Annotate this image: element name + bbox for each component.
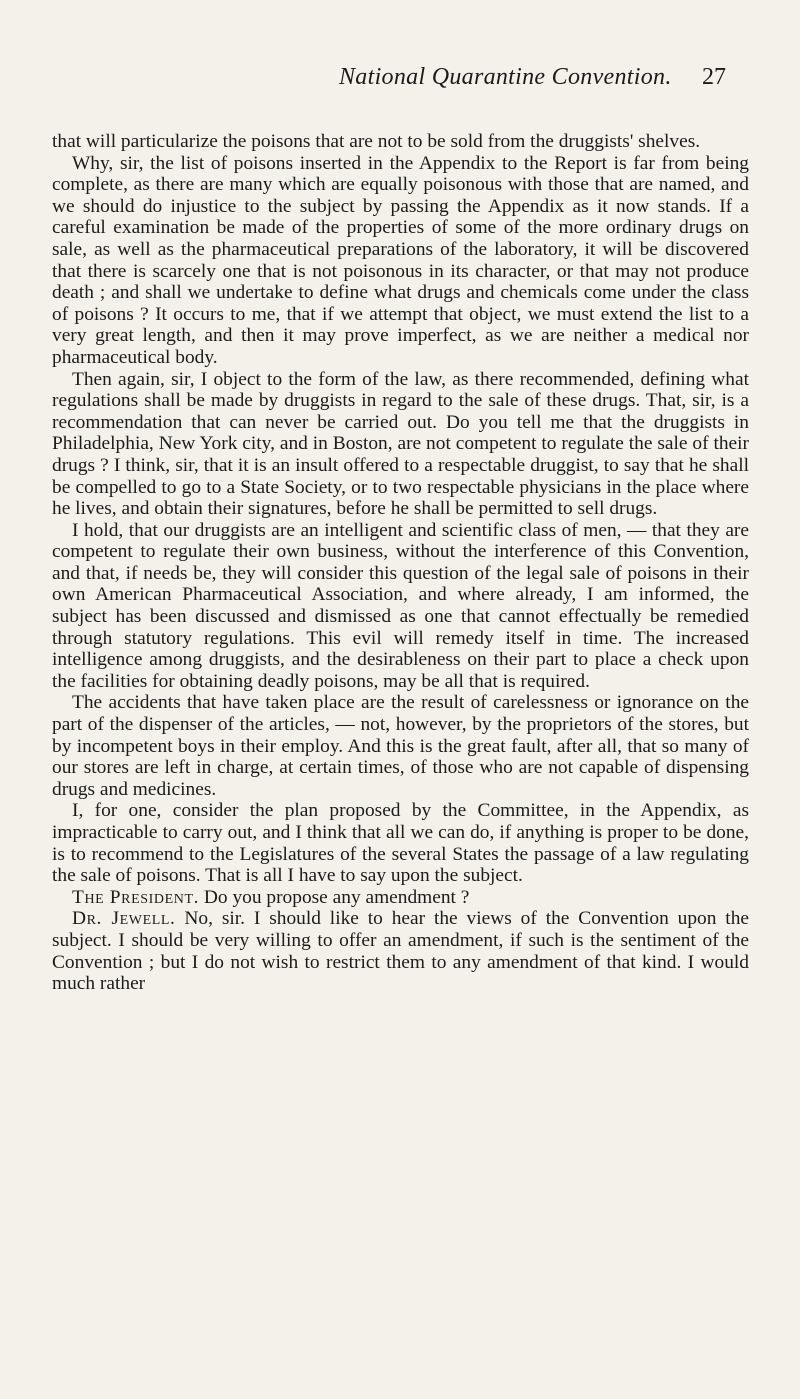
- running-title: National Quarantine Convention.: [339, 64, 672, 90]
- page-number: 27: [702, 64, 726, 90]
- speech-text: No, sir. I should like to hear the views of the Convention upon the subject. I should be very willing to offer an amendment, if such is the sentiment of the Convention ; but I do not wish to restrict them to any amendment of that kind. I would much rather: [52, 908, 749, 995]
- speaker-name: The President.: [72, 886, 200, 908]
- speaker-name: Dr. Jewell.: [72, 908, 176, 930]
- paragraph-continued: that will particularize the poisons that are not to be sold from the druggists' shelves.: [52, 131, 701, 152]
- paragraph: Then again, sir, I object to the form of the law, as there recommended, defining what regulations shall be made by druggists in regard to the sale of these drugs. That, sir, is a recommendation that can never be carried out. Do you tell me that the druggists in Philadelphia, New York city, and in Boston, are not competent to regulate the sale of their drugs ? I think, sir, that it is an insult offered to a respectable druggist, to say that he shall be compelled to go to a State Society, or to two respectable physicians in the place where he lives, and obtain their signatures, before he shall be permitted to sell drugs.: [52, 368, 749, 520]
- paragraph-dialogue: [52, 887, 749, 909]
- speech-text: Do you propose any amendment ?: [203, 886, 470, 908]
- paragraph: Why, sir, the list of poisons inserted in the Appendix to the Report is far from being complete, as there are many which are equally poisonous with those that are named, and we should do injustice to the subject by passing the Appendix as it now stands. If a careful examination be made of the properties of some of the more ordinary drugs on sale, as well as the pharmaceutical preparations of the laboratory, it will be discovered that there is scarcely one that is not poisonous in its character, or that may not produce death ; and shall we undertake to define what drugs and chemicals come under the class of poisons ? It occurs to me, that if we attempt that object, we must extend the list to a very great length, and then it may prove imperfect, as we are neither a medical nor pharmaceutical body.: [52, 152, 749, 368]
- paragraph-dialogue: [52, 908, 749, 994]
- body-text: [52, 131, 749, 995]
- paragraph: The accidents that have taken place are the result of carelessness or ignorance on the part of the dispenser of the articles, — not, however, by the proprietors of the stores, but by incompetent boys in their employ. And this is the great fault, after all, that so many of our stores are left in charge, at certain times, of those who are not capable of dispensing drugs and medicines.: [52, 692, 749, 800]
- paragraph: I hold, that our druggists are an intelligent and scientific class of men, — that they are competent to regulate their own business, without the interference of this Convention, and that, if needs be, they will consider this question of the legal sale of poisons in their own American Pharmaceutical Association, and where already, I am informed, the subject has been discussed and dismissed as one that cannot effectually be remedied through statutory regulations. This evil will remedy itself in time. The increased intelligence among druggists, and the desirableness on their part to place a check upon the facilities for obtaining deadly poisons, may be all that is required.: [52, 519, 749, 692]
- page-header: [0, 64, 800, 104]
- paragraph: I, for one, consider the plan proposed by the Committee, in the Appendix, as impracticable to carry out, and I think that all we can do, if anything is proper to be done, is to recommend to the Legislatures of the several States the passage of a law regulating the sale of poisons. That is all I have to say upon the subject.: [52, 800, 749, 887]
